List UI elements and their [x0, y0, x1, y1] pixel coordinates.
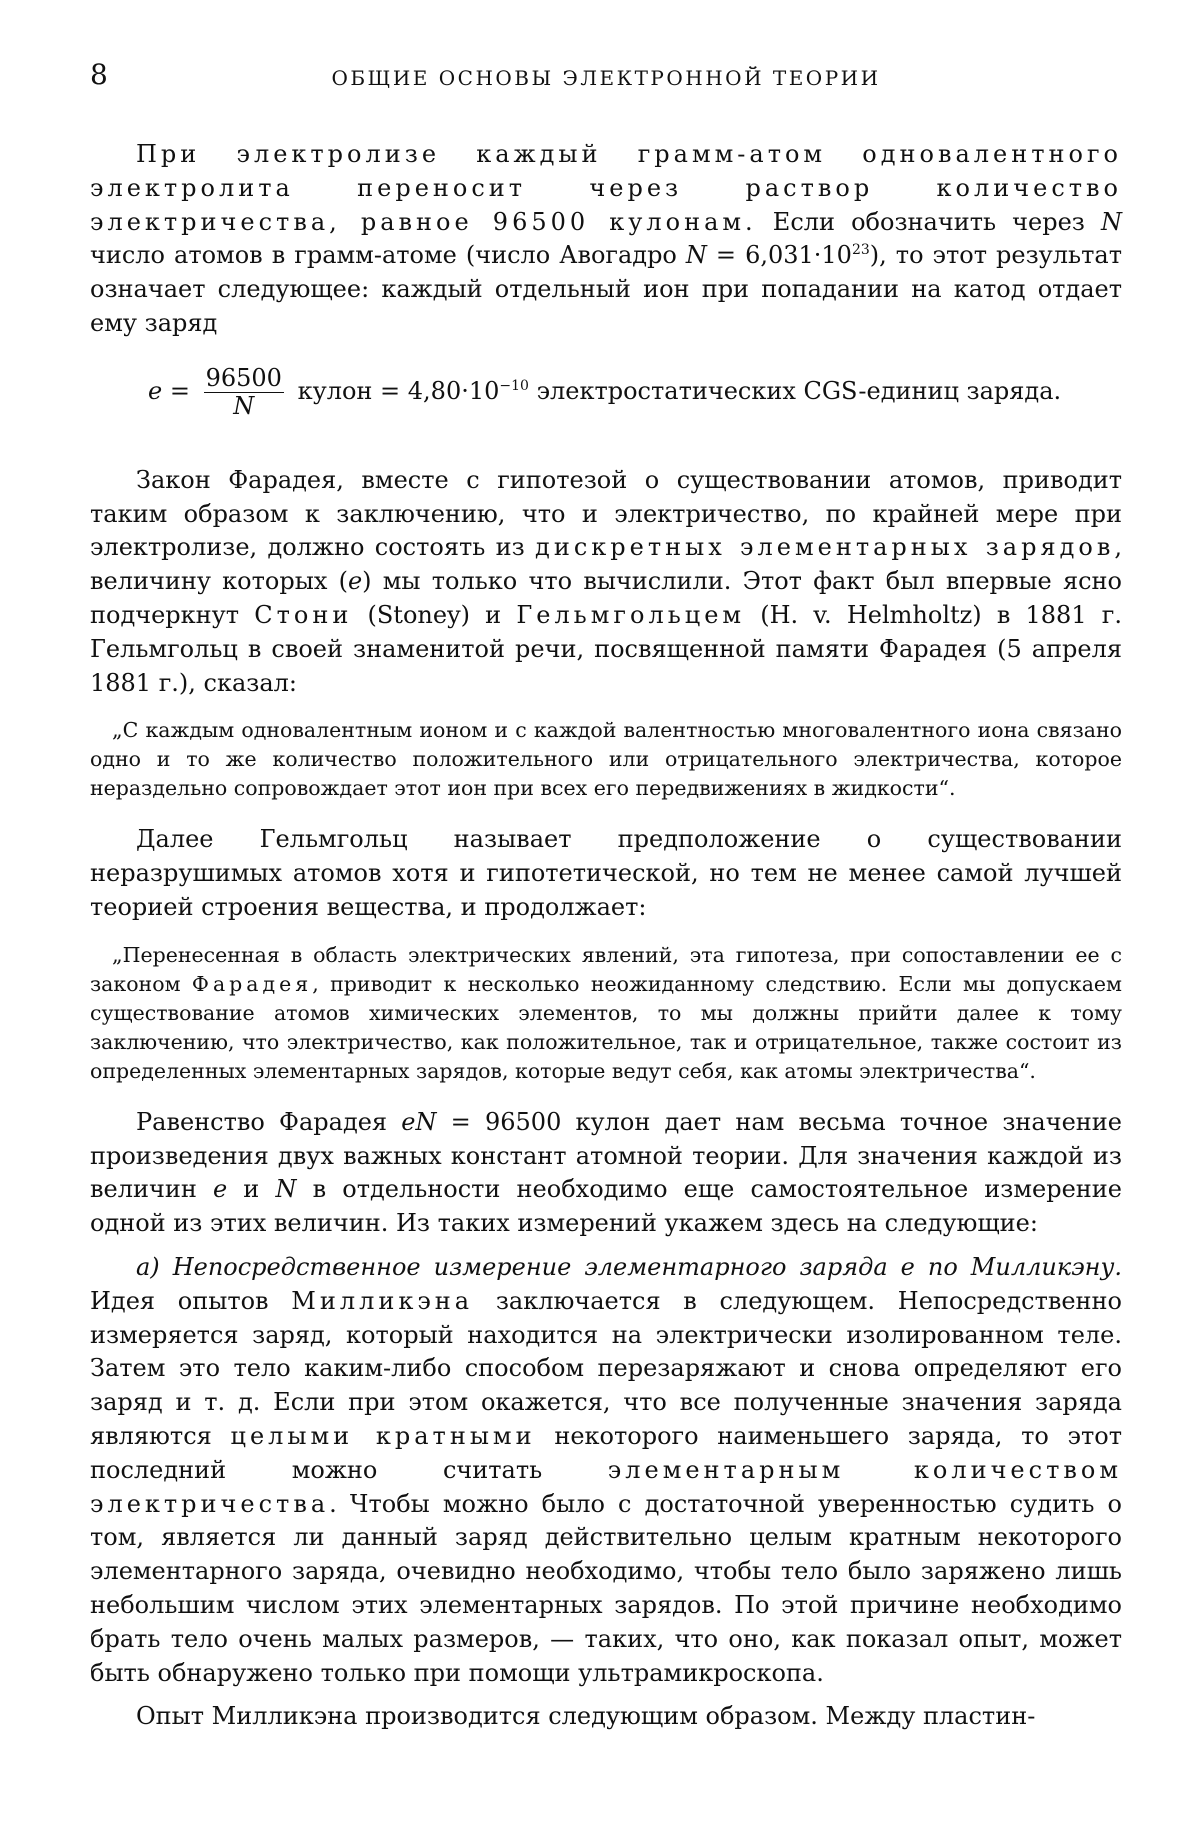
- paragraph-3: Далее Гельмгольц называет предположение о существовании неразрушимых атомов хотя и гипотетической, но тем не менее самой лучшей теорией строения вещества, и продолжает:: [90, 825, 1122, 921]
- paragraph-5: a) Непосредственное измерение элементарного заряда e по Милликэну. Идея опытов Милликэна заключается в следующем. Непосредственно измеряется заряд, который находится на электрически изолированном теле. Затем это тело каким-либо способом перезаряжают и снова определяют его заряд и т. д. Если при этом окажется, что все полученные значения заряда являются целыми кратными некоторого наименьшего заряда, то этот последний можно считать элементарным количеством электричества. Чтобы можно было с достаточной уверенностью судить о том, является ли данный заряд действительно целым кратным некоторого элементарного заряда, очевидно необходимо, чтобы тело было заряжено лишь небольшим числом этих элементарных зарядов. По этой причине необходимо брать тело очень малых размеров, — таких, что оно, как показал опыт, может быть обнаружено только при помощи ультрамикроскопа.: [90, 1252, 1122, 1687]
- running-title: ОБЩИЕ ОСНОВЫ ЭЛЕКТРОННОЙ ТЕОРИИ: [331, 66, 881, 90]
- page: [90, 58, 1122, 1828]
- quote-helmholtz-2: „Перенесенная в область электрических явлений, эта гипотеза, при сопоставлении ее с законом Фарадея, приводит к несколько неожиданному следствию. Если мы допускаем существование атомов химических элементов, то мы должны прийти далее к тому заключению, что электричество, как положительное, так и отрицательное, также состоит из определенных элементарных зарядов, которые ведут себя, как атомы электричества“.: [90, 942, 1122, 1083]
- paragraph-6: Опыт Милликэна производится следующим образом. Между пластин-: [136, 1702, 1036, 1731]
- paragraph-1: При электролизе каждый грамм-атом одновалентного электролита переносит через раствор количество электричества, равное 96500 кулонам. Если обозначить через N число атомов в грамм-атоме (число Авогадро $N = 6,031\cdot 10^{23}$), то этот результат означает следующее: каждый отдельный ион при попадании на катод отдает ему заряд: [90, 140, 1122, 337]
- section-title: Непосредственное измерение элементарного заряда e по Милликэну.: [159, 1252, 1122, 1281]
- paragraph-2: Закон Фарадея, вместе с гипотезой о существовании атомов, приводит таким образом к заключению, что и электричество, по крайней мере при электролизе, должно состоять из дискретных элементарных зарядов, величину которых (e) мы только что вычислили. Этот факт был впервые ясно подчеркнут Стони (Stoney) и Гельмгольцем (H. v. Helmholtz) в 1881 г. Гельмгольц в своей знаменитой речи, посвященной памяти Фарадея (5 апреля 1881 г.), сказал:: [90, 465, 1122, 697]
- page-header: [90, 58, 1122, 98]
- quote-helmholtz-1: „С каждым одновалентным ионом и с каждой валентностью многовалентного иона связано одно и то же количество положительного или отрицательного электричества, которое нераздельно сопровождает этот ион при всех его передвижениях в жидкости“.: [90, 718, 1122, 801]
- fraction-denominator: N: [233, 391, 255, 420]
- section-marker: a): [136, 1252, 160, 1281]
- fraction-numerator: 96500: [205, 363, 282, 392]
- page-number: 8: [90, 58, 108, 91]
- emphasized-statement: При электролизе каждый грамм-атом одновалентного электролита переносит через раствор количество электричества, равное 96500 кулонам.: [90, 140, 1122, 236]
- charge-formula: e = $\frac{96500}{N}$ кулон = $4,80\cdot 10^{-10}$ электростатических CGS-единиц заряда.: [148, 363, 1062, 420]
- paragraph-4: Равенство Фарадея eN = 96500 кулон дает нам весьма точное значение произведения двух важных констант атомной теории. Для значения каждой из величин e и N в отдельности необходимо еще самостоятельное измерение одной из этих величин. Из таких измерений укажем здесь на следующие:: [90, 1107, 1122, 1238]
- fraction: [204, 365, 284, 420]
